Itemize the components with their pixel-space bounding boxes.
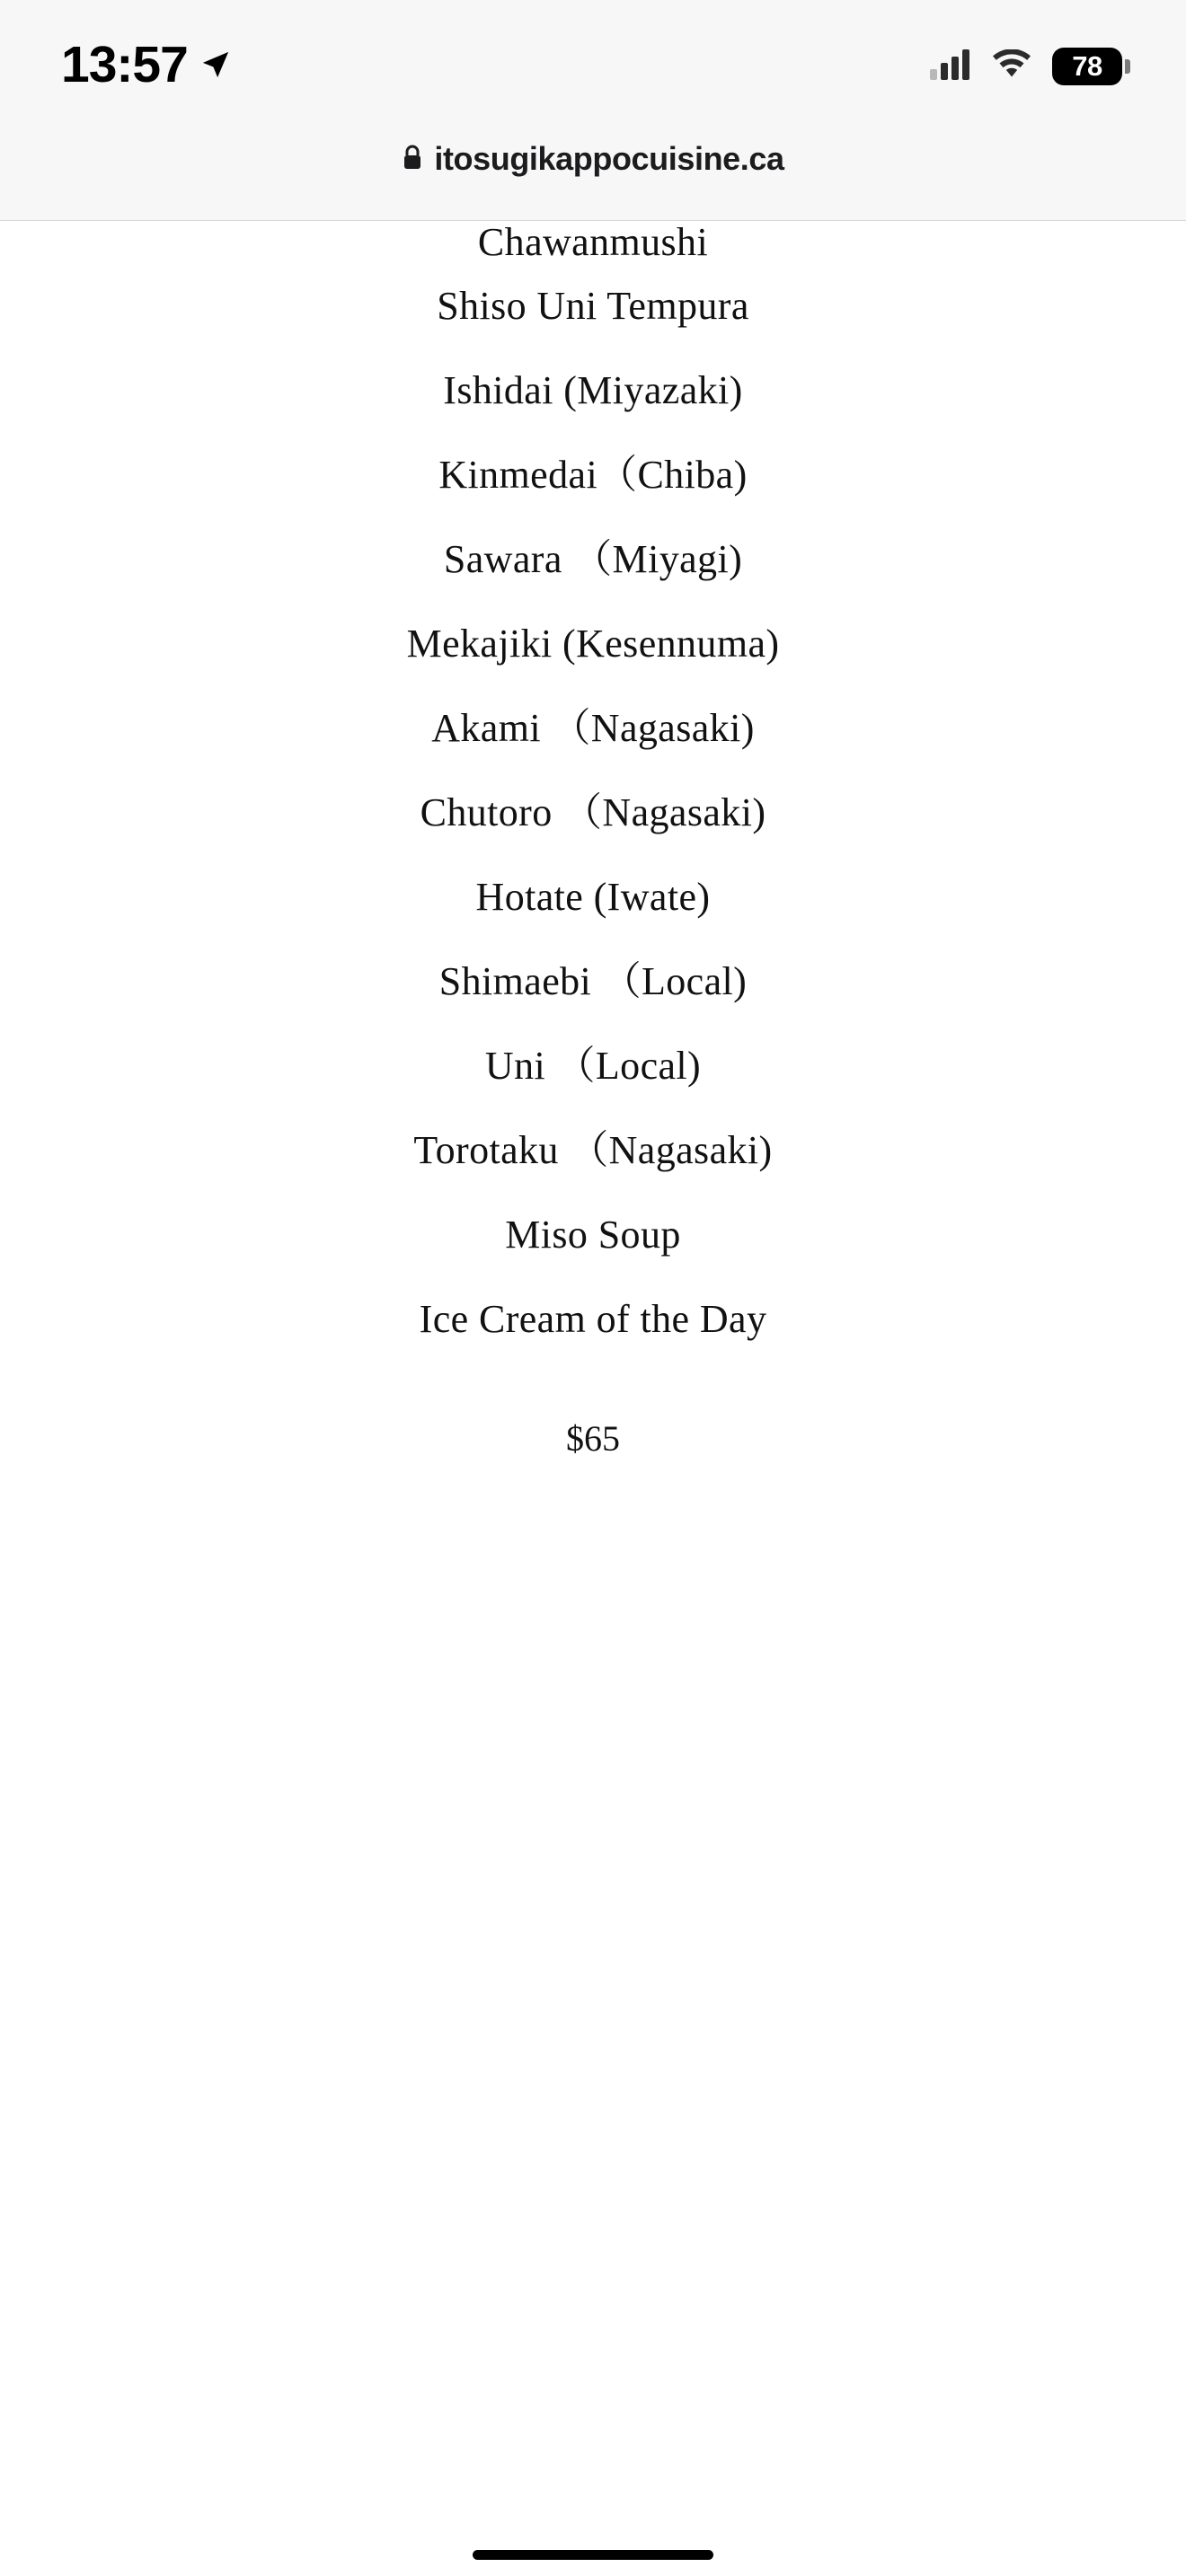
status-bar-right [930,48,1130,85]
battery-percent-label: 78 [1072,50,1102,82]
url-bar-content[interactable] [402,140,783,178]
browser-url-bar[interactable] [0,133,1186,221]
battery-body [1052,48,1122,85]
battery-cap-icon [1125,59,1130,74]
location-arrow-icon [200,49,231,84]
home-indicator-area [0,2533,1186,2576]
menu-course-list [0,221,1186,1460]
battery-indicator [1052,48,1130,85]
menu-item: Torotaku （Nagasaki) [413,1127,773,1172]
menu-item: Shiso Uni Tempura [437,283,749,328]
url-text: itosugikappocuisine.ca [434,140,784,177]
menu-item: Akami （Nagasaki) [431,705,755,750]
menu-item: Ice Cream of the Day [419,1296,767,1341]
menu-item: Hotate (Iwate) [475,874,711,919]
menu-price: $65 [566,1418,620,1459]
menu-item: Shimaebi （Local) [438,958,748,1003]
status-bar [0,0,1186,133]
menu-item: Sawara （Miyagi) [443,536,743,581]
menu-item: Chutoro （Nagasaki) [420,790,766,834]
status-bar-clock: 13:57 [61,35,188,93]
menu-item: Uni （Local) [484,1043,702,1088]
webpage-content [0,221,1186,2576]
wifi-icon [991,49,1032,84]
menu-item: Mekajiki (Kesennuma) [406,621,780,666]
cellular-bars-icon [930,49,971,84]
status-bar-left [61,35,231,94]
menu-item: Kinmedai（Chiba) [438,452,748,497]
lock-icon [402,144,423,175]
menu-item: Ishidai (Miyazaki) [443,367,743,412]
menu-item: Miso Soup [505,1212,681,1257]
menu-item: Chawanmushi [477,221,709,264]
home-indicator[interactable] [473,2550,713,2560]
